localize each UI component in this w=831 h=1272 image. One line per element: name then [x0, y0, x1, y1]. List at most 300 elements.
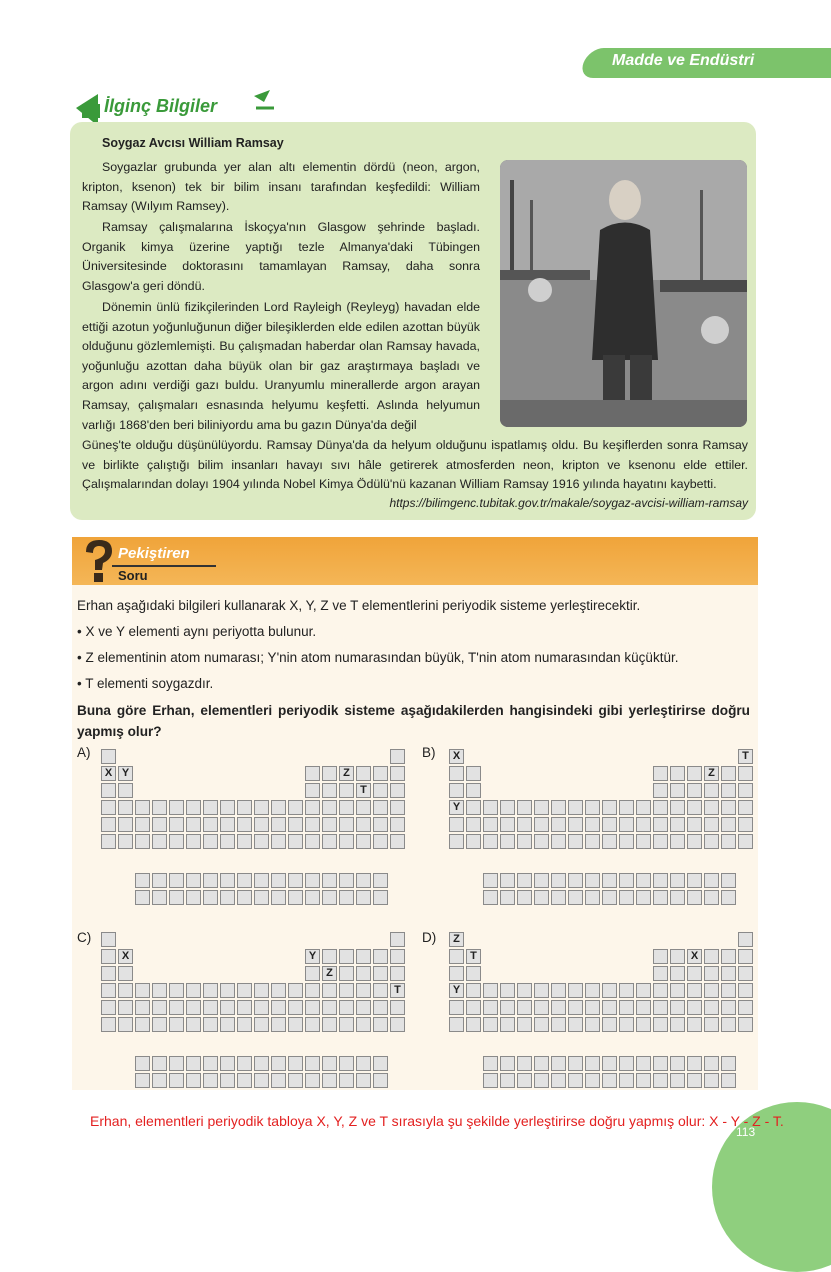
f-block-cell: [534, 873, 549, 888]
table-cell: [500, 983, 515, 998]
table-cell: [373, 966, 388, 981]
table-cell: [466, 817, 481, 832]
f-block-cell: [152, 1056, 167, 1071]
table-cell: [254, 834, 269, 849]
table-cell: [101, 783, 116, 798]
f-block-cell: [619, 1056, 634, 1071]
table-cell: [390, 783, 405, 798]
table-cell: [203, 817, 218, 832]
table-cell: [271, 817, 286, 832]
element-t-cell: T: [356, 783, 371, 798]
f-block-cell: [237, 1073, 252, 1088]
table-cell: [466, 783, 481, 798]
table-cell: [203, 1000, 218, 1015]
f-block-cell: [517, 890, 532, 905]
f-block-cell: [585, 1056, 600, 1071]
table-cell: [220, 817, 235, 832]
f-block-cell: [356, 890, 371, 905]
table-cell: [271, 800, 286, 815]
f-block-cell: [602, 890, 617, 905]
f-block-cell: [373, 890, 388, 905]
element-y-cell: Y: [449, 800, 464, 815]
table-cell: [339, 949, 354, 964]
table-cell: [653, 817, 668, 832]
table-cell: [738, 932, 753, 947]
f-block-cell: [670, 890, 685, 905]
table-cell: [670, 834, 685, 849]
table-cell: [500, 800, 515, 815]
table-cell: [466, 966, 481, 981]
table-cell: [619, 834, 634, 849]
table-cell: [305, 966, 320, 981]
f-block-cell: [339, 1073, 354, 1088]
table-cell: [721, 1000, 736, 1015]
f-block-cell: [135, 890, 150, 905]
table-cell: [551, 800, 566, 815]
option-d-label[interactable]: D): [422, 930, 437, 945]
table-cell: [186, 983, 201, 998]
table-cell: [449, 817, 464, 832]
table-cell: [687, 766, 702, 781]
table-cell: [466, 1017, 481, 1032]
f-block-cell: [254, 1056, 269, 1071]
f-block-cell: [186, 873, 201, 888]
table-cell: [449, 1000, 464, 1015]
f-block-cell: [704, 1073, 719, 1088]
table-cell: [653, 800, 668, 815]
element-z-cell: Z: [704, 766, 719, 781]
f-block-cell: [483, 1073, 498, 1088]
table-cell: [373, 817, 388, 832]
table-cell: [687, 834, 702, 849]
table-cell: [390, 966, 405, 981]
table-cell: [373, 834, 388, 849]
table-cell: [220, 1000, 235, 1015]
f-block-cell: [135, 1056, 150, 1071]
table-cell: [551, 1017, 566, 1032]
f-block-cell: [619, 1073, 634, 1088]
table-cell: [704, 1017, 719, 1032]
f-block-cell: [500, 1056, 515, 1071]
f-block-cell: [721, 873, 736, 888]
f-block-cell: [636, 873, 651, 888]
table-cell: [687, 1000, 702, 1015]
table-cell: [390, 834, 405, 849]
table-cell: [670, 817, 685, 832]
table-cell: [322, 983, 337, 998]
f-block-cell: [322, 873, 337, 888]
table-cell: [390, 1017, 405, 1032]
element-y-cell: Y: [305, 949, 320, 964]
table-cell: [288, 834, 303, 849]
table-cell: [101, 817, 116, 832]
table-cell: [687, 783, 702, 798]
info-paragraph-3a: Dönemin ünlü fizikçilerinden Lord Rayleigh (Reyleyg) havadan elde ettiği azotun yoğunluğunun diğer bileşiklerden elde edilen azottan büyük olduğunu gözlemlemişti. Bu çalışmadan haberdar olan Ramsay havada, yoğunluğu azottan daha büyük olan bir gaz araştırmaya başladı ve argon adını verdiği gazı buldu. Uranyumlu minerallerde argon arayan Ramsay, çalışmaları esnasında helyumu keşfetti. Aslında helyumun varlığı 1868'den beri biliniyordu ama bu gazın Dünya'da değil: [82, 300, 480, 432]
table-cell: [721, 966, 736, 981]
table-cell: [390, 749, 405, 764]
table-cell: [118, 983, 133, 998]
f-block-cell: [568, 873, 583, 888]
table-cell: [738, 766, 753, 781]
table-cell: [220, 800, 235, 815]
f-block-cell: [687, 1056, 702, 1071]
table-cell: [704, 834, 719, 849]
table-cell: [152, 1000, 167, 1015]
table-cell: [237, 983, 252, 998]
question-banner-subtitle: Soru: [118, 568, 148, 583]
f-block-cell: [373, 1056, 388, 1071]
f-block-cell: [322, 1056, 337, 1071]
table-cell: [118, 966, 133, 981]
f-block-cell: [288, 873, 303, 888]
f-block-cell: [237, 873, 252, 888]
table-cell: [305, 1017, 320, 1032]
f-block-cell: [322, 1073, 337, 1088]
f-block-cell: [203, 890, 218, 905]
table-cell: [390, 932, 405, 947]
element-x-cell: X: [449, 749, 464, 764]
table-cell: [135, 834, 150, 849]
f-block-cell: [152, 890, 167, 905]
table-cell: [704, 949, 719, 964]
table-cell: [339, 834, 354, 849]
table-cell: [687, 817, 702, 832]
table-cell: [305, 800, 320, 815]
table-cell: [636, 1000, 651, 1015]
table-cell: [500, 834, 515, 849]
table-cell: [704, 800, 719, 815]
f-block-cell: [670, 1056, 685, 1071]
table-cell: [169, 983, 184, 998]
table-cell: [237, 1000, 252, 1015]
f-block-cell: [169, 890, 184, 905]
element-x-cell: X: [118, 949, 133, 964]
table-cell: [517, 817, 532, 832]
table-cell: [721, 783, 736, 798]
table-cell: [687, 966, 702, 981]
table-cell: [101, 800, 116, 815]
table-cell: [101, 1000, 116, 1015]
question-bullet-1: • X ve Y elementi aynı periyotta bulunur.: [77, 624, 317, 639]
f-block-cell: [568, 1056, 583, 1071]
table-cell: [483, 983, 498, 998]
f-block-cell: [500, 890, 515, 905]
f-block-cell: [534, 1056, 549, 1071]
table-cell: [390, 949, 405, 964]
f-block-cell: [602, 1056, 617, 1071]
element-z-cell: Z: [322, 966, 337, 981]
f-block-cell: [220, 890, 235, 905]
option-b-label[interactable]: B): [422, 745, 436, 760]
f-block-cell: [356, 1073, 371, 1088]
table-cell: [704, 983, 719, 998]
table-cell: [483, 1017, 498, 1032]
lab-photo-illustration: [500, 160, 747, 427]
table-cell: [602, 1000, 617, 1015]
f-block-cell: [288, 1073, 303, 1088]
table-cell: [237, 834, 252, 849]
table-cell: [636, 1017, 651, 1032]
table-cell: [220, 983, 235, 998]
table-cell: [101, 834, 116, 849]
f-block-cell: [373, 1073, 388, 1088]
table-cell: [738, 1017, 753, 1032]
table-cell: [339, 800, 354, 815]
table-cell: [517, 800, 532, 815]
table-cell: [534, 1017, 549, 1032]
f-block-cell: [500, 873, 515, 888]
table-cell: [517, 1017, 532, 1032]
table-cell: [449, 783, 464, 798]
table-cell: [466, 800, 481, 815]
table-cell: [704, 966, 719, 981]
table-cell: [356, 1000, 371, 1015]
banner-divider: [112, 565, 216, 567]
table-cell: [169, 800, 184, 815]
table-cell: [738, 983, 753, 998]
table-cell: [203, 800, 218, 815]
f-block-cell: [517, 1073, 532, 1088]
table-cell: [305, 1000, 320, 1015]
table-cell: [636, 817, 651, 832]
f-block-cell: [483, 890, 498, 905]
table-cell: [135, 983, 150, 998]
table-cell: [254, 1000, 269, 1015]
table-cell: [356, 1017, 371, 1032]
table-cell: [500, 817, 515, 832]
f-block-cell: [568, 890, 583, 905]
info-paragraph-3b: Güneş'te olduğu düşünülüyordu. Ramsay Dünya'da da helyum olduğunu ispatlamış oldu. Bu keşiflerden sonra Ramsay ve birlikte çalıştığı bilim insanları havayı sıvı hâle getirerek atmosferden neon, kripton ve ksenonu elde ettiler. Çalışmalarından dolayı 1904 yılında Nobel Kimya Ödülü'nü kazanan William Ramsay 1916 yılında hayatını kaybetti.: [82, 438, 748, 492]
f-block-cell: [288, 890, 303, 905]
f-block-cell: [305, 1056, 320, 1071]
table-cell: [288, 983, 303, 998]
table-cell: [339, 1017, 354, 1032]
table-cell: [101, 983, 116, 998]
question-mark-icon: [78, 538, 120, 584]
info-heading: İlginç Bilgiler: [104, 96, 218, 116]
table-cell: [738, 966, 753, 981]
table-cell: [653, 783, 668, 798]
table-cell: [585, 983, 600, 998]
f-block-cell: [602, 873, 617, 888]
f-block-cell: [186, 890, 201, 905]
f-block-cell: [551, 890, 566, 905]
f-block-cell: [721, 890, 736, 905]
table-cell: [602, 1017, 617, 1032]
table-cell: [322, 834, 337, 849]
element-y-cell: Y: [449, 983, 464, 998]
f-block-cell: [152, 873, 167, 888]
table-cell: [118, 800, 133, 815]
table-cell: [356, 983, 371, 998]
table-cell: [322, 817, 337, 832]
table-cell: [373, 766, 388, 781]
table-cell: [602, 983, 617, 998]
table-cell: [721, 817, 736, 832]
table-cell: [339, 1000, 354, 1015]
table-cell: [653, 983, 668, 998]
f-block-cell: [551, 873, 566, 888]
table-cell: [356, 817, 371, 832]
f-block-cell: [670, 873, 685, 888]
info-source[interactable]: https://bilimgenc.tubitak.gov.tr/makale/soygaz-avcisi-william-ramsay: [389, 496, 748, 510]
table-cell: [305, 834, 320, 849]
f-block-cell: [305, 1073, 320, 1088]
f-block-cell: [169, 1056, 184, 1071]
table-cell: [534, 817, 549, 832]
table-cell: [135, 1017, 150, 1032]
table-cell: [738, 1000, 753, 1015]
f-block-cell: [687, 873, 702, 888]
table-cell: [704, 817, 719, 832]
table-cell: [636, 834, 651, 849]
table-cell: [534, 834, 549, 849]
f-block-cell: [636, 890, 651, 905]
f-block-cell: [687, 890, 702, 905]
table-cell: [101, 749, 116, 764]
f-block-cell: [721, 1056, 736, 1071]
table-cell: [305, 983, 320, 998]
f-block-cell: [339, 890, 354, 905]
f-block-cell: [704, 873, 719, 888]
table-cell: [466, 834, 481, 849]
f-block-cell: [602, 1073, 617, 1088]
table-cell: [288, 817, 303, 832]
table-cell: [271, 1000, 286, 1015]
f-block-cell: [619, 873, 634, 888]
question-intro: Erhan aşağıdaki bilgileri kullanarak X, Y, Z ve T elementlerini periyodik sisteme yerleştirecektir.: [77, 598, 641, 613]
table-cell: [738, 783, 753, 798]
f-block-cell: [687, 1073, 702, 1088]
table-cell: [373, 783, 388, 798]
f-block-cell: [517, 873, 532, 888]
table-cell: [152, 817, 167, 832]
f-block-cell: [636, 1056, 651, 1071]
f-block-cell: [169, 873, 184, 888]
f-block-cell: [203, 1056, 218, 1071]
table-cell: [169, 817, 184, 832]
table-cell: [721, 800, 736, 815]
element-x-cell: X: [101, 766, 116, 781]
table-cell: [483, 1000, 498, 1015]
table-cell: [373, 983, 388, 998]
table-cell: [738, 949, 753, 964]
table-cell: [568, 817, 583, 832]
table-cell: [169, 1000, 184, 1015]
table-cell: [602, 817, 617, 832]
f-block-cell: [254, 1073, 269, 1088]
table-cell: [101, 966, 116, 981]
f-block-cell: [322, 890, 337, 905]
table-cell: [390, 766, 405, 781]
f-block-cell: [653, 1073, 668, 1088]
table-cell: [322, 800, 337, 815]
f-block-cell: [551, 1073, 566, 1088]
f-block-cell: [220, 873, 235, 888]
table-cell: [373, 1017, 388, 1032]
table-cell: [373, 949, 388, 964]
f-block-cell: [135, 873, 150, 888]
table-cell: [271, 983, 286, 998]
element-z-cell: Z: [449, 932, 464, 947]
table-cell: [390, 800, 405, 815]
table-cell: [118, 1017, 133, 1032]
f-block-cell: [653, 890, 668, 905]
element-t-cell: T: [738, 749, 753, 764]
table-cell: [619, 800, 634, 815]
table-cell: [670, 766, 685, 781]
page-number: 113: [736, 1125, 756, 1139]
table-cell: [356, 949, 371, 964]
f-block-cell: [534, 890, 549, 905]
table-cell: [203, 834, 218, 849]
f-block-cell: [619, 890, 634, 905]
table-cell: [271, 834, 286, 849]
table-cell: [551, 817, 566, 832]
table-cell: [237, 817, 252, 832]
table-cell: [568, 983, 583, 998]
table-cell: [449, 949, 464, 964]
table-cell: [721, 949, 736, 964]
f-block-cell: [152, 1073, 167, 1088]
table-cell: [670, 1000, 685, 1015]
question-bullet-2: • Z elementinin atom numarası; Y'nin atom numarasından büyük, T'nin atom numarasından küçüktür.: [77, 650, 679, 665]
f-block-cell: [271, 1073, 286, 1088]
f-block-cell: [254, 873, 269, 888]
f-block-cell: [568, 1073, 583, 1088]
element-t-cell: T: [466, 949, 481, 964]
f-block-cell: [704, 1056, 719, 1071]
table-cell: [534, 983, 549, 998]
f-block-cell: [305, 873, 320, 888]
table-cell: [517, 1000, 532, 1015]
table-cell: [619, 817, 634, 832]
table-cell: [738, 817, 753, 832]
f-block-cell: [220, 1056, 235, 1071]
question-bullet-3: • T elementi soygazdır.: [77, 676, 214, 691]
f-block-cell: [186, 1056, 201, 1071]
f-block-cell: [288, 1056, 303, 1071]
table-cell: [687, 1017, 702, 1032]
table-cell: [237, 800, 252, 815]
table-cell: [322, 783, 337, 798]
table-cell: [356, 800, 371, 815]
table-cell: [101, 932, 116, 947]
table-cell: [449, 1017, 464, 1032]
table-cell: [585, 1000, 600, 1015]
table-cell: [186, 817, 201, 832]
table-cell: [568, 1000, 583, 1015]
table-cell: [118, 783, 133, 798]
table-cell: [254, 983, 269, 998]
table-cell: [339, 783, 354, 798]
option-c-label[interactable]: C): [77, 930, 92, 945]
table-cell: [670, 949, 685, 964]
table-cell: [721, 1017, 736, 1032]
f-block-cell: [356, 873, 371, 888]
table-cell: [322, 1000, 337, 1015]
table-cell: [670, 966, 685, 981]
table-cell: [653, 834, 668, 849]
f-block-cell: [271, 873, 286, 888]
f-block-cell: [483, 1056, 498, 1071]
option-a-label[interactable]: A): [77, 745, 91, 760]
table-cell: [534, 800, 549, 815]
table-cell: [568, 800, 583, 815]
table-cell: [101, 949, 116, 964]
table-cell: [288, 1000, 303, 1015]
table-cell: [322, 766, 337, 781]
